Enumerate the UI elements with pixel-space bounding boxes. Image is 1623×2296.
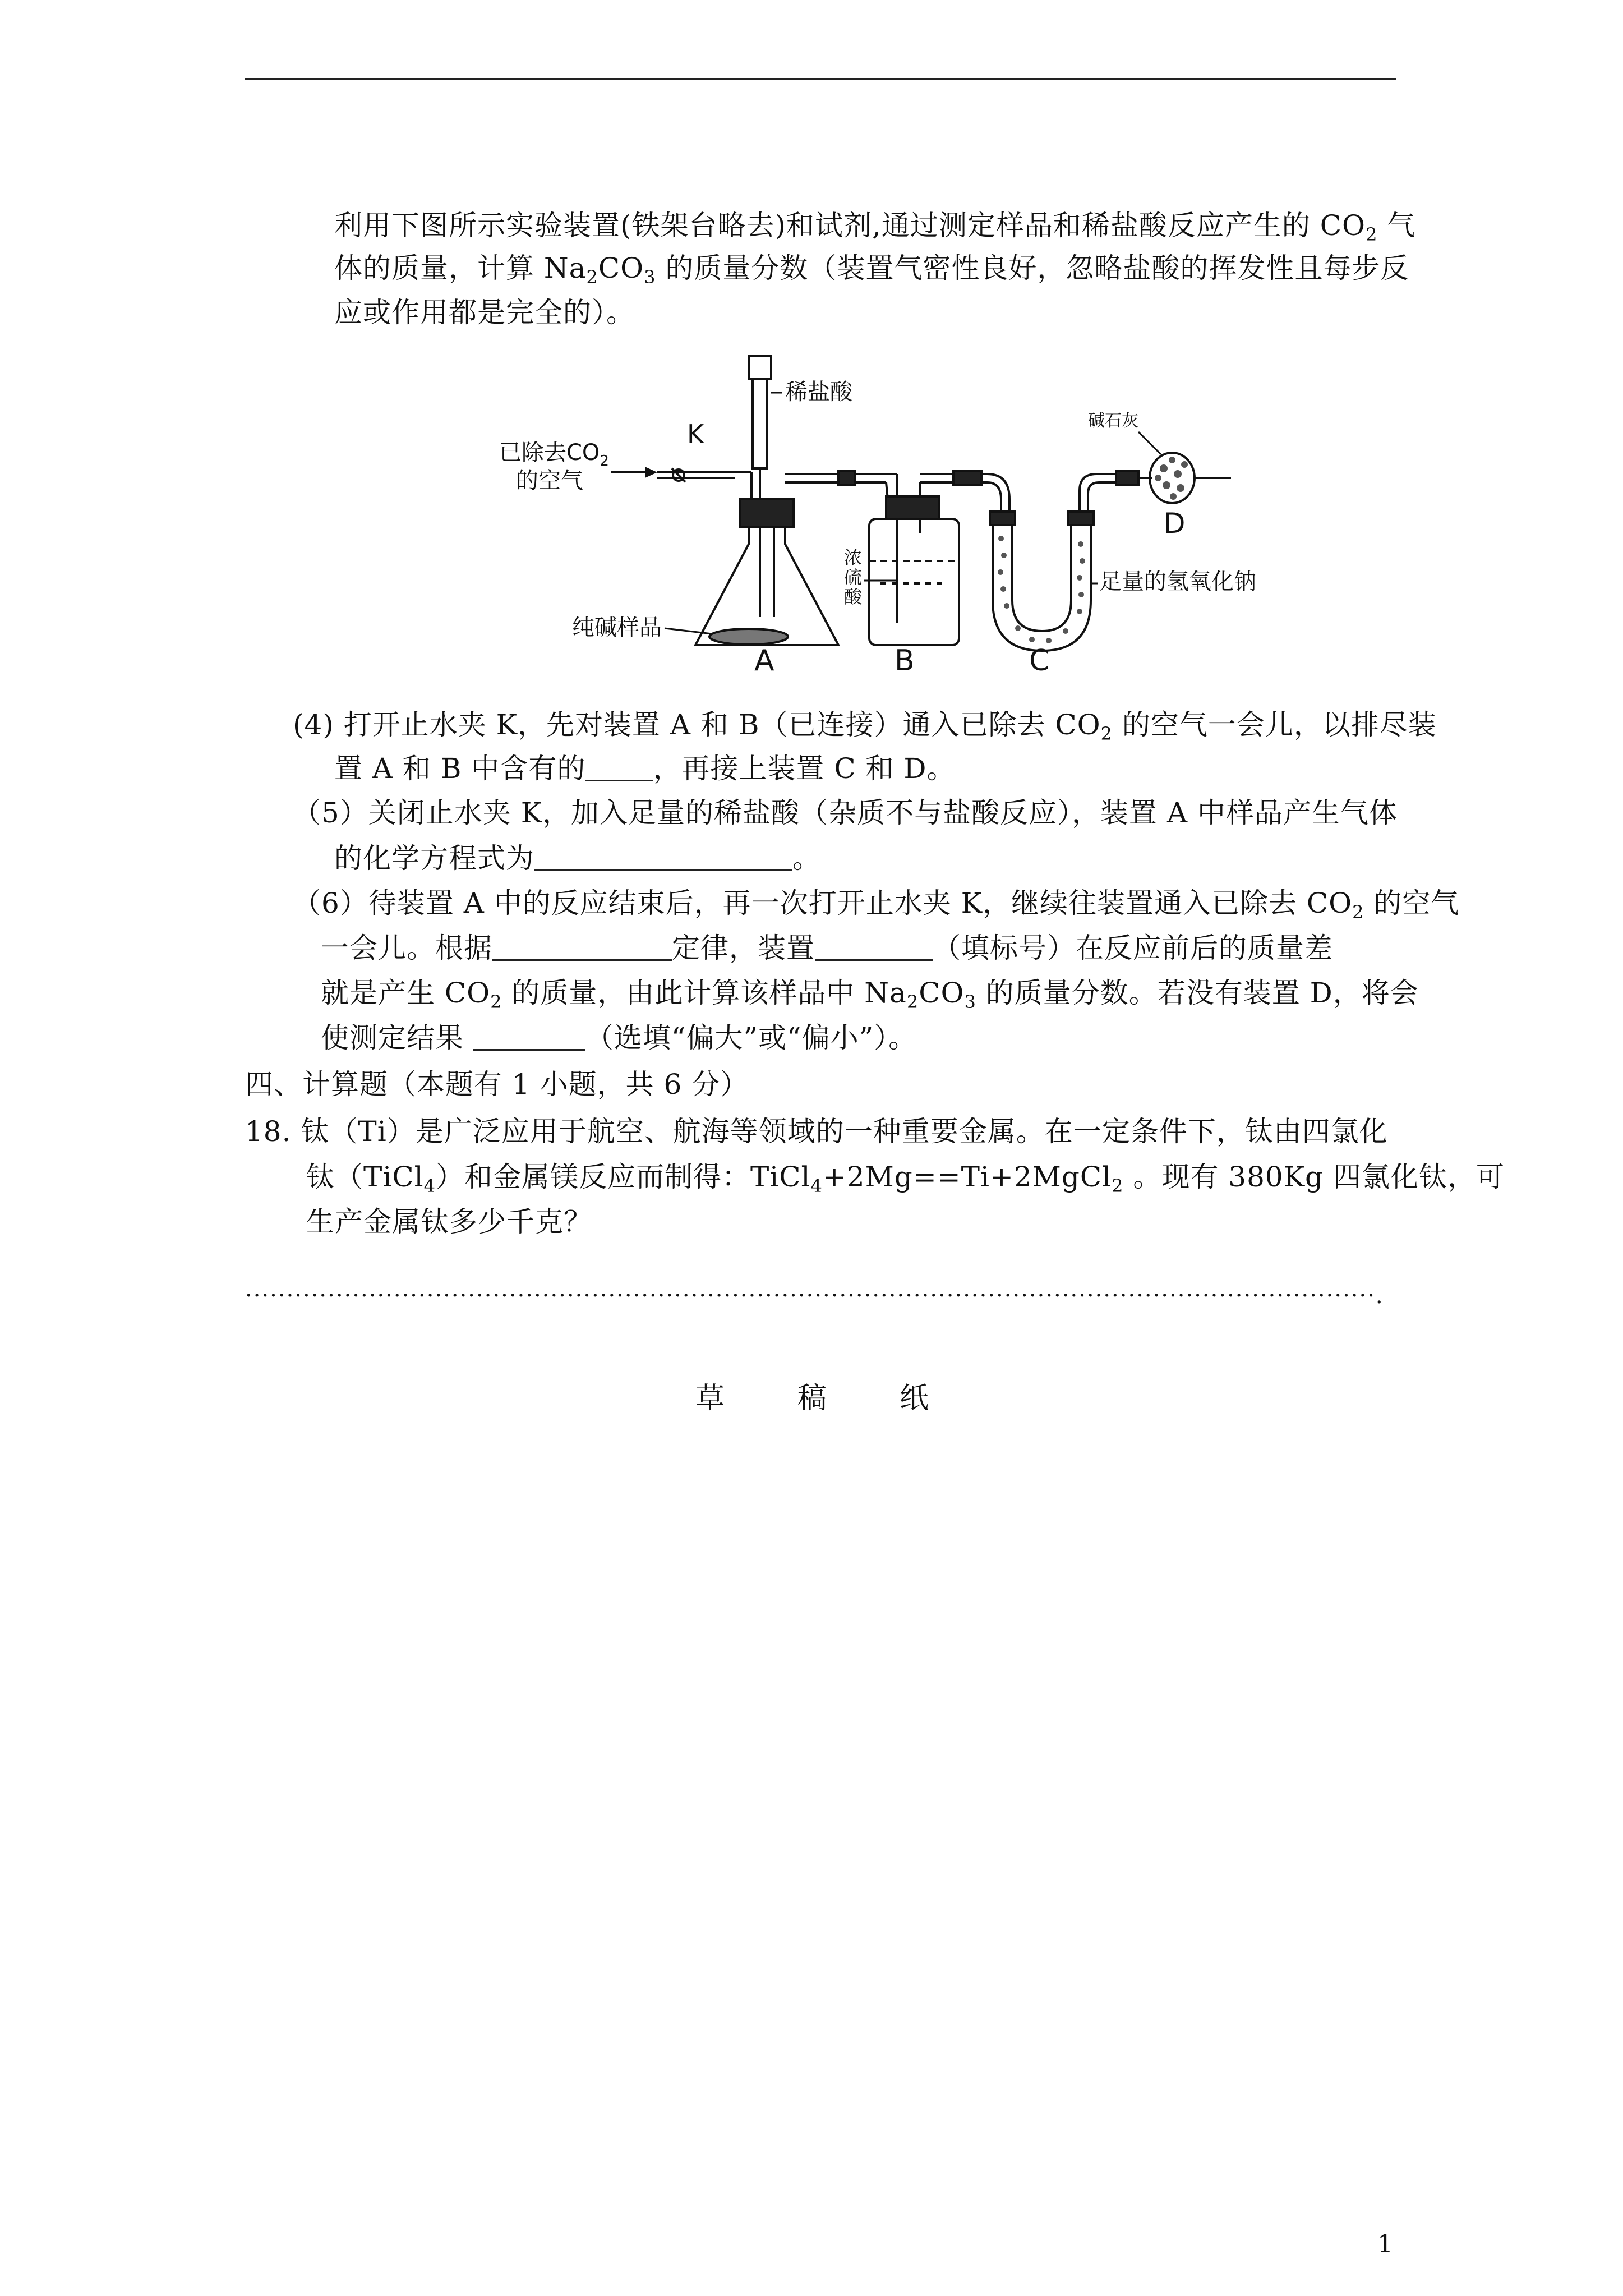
dotted-separator: ·········································································································································.	[245, 1283, 1384, 1309]
stopper-c-right	[1068, 512, 1094, 525]
clamp-label: K	[687, 419, 704, 449]
intro-line-1: 利用下图所示实验装置(铁架台略去)和试剂,通过测定样品和稀盐酸反应产生的 $CO_2$ 气	[334, 209, 1416, 245]
acid-label: 稀盐酸	[785, 379, 852, 405]
q6-device-blank[interactable]	[815, 935, 933, 961]
q4-answer-blank[interactable]	[585, 755, 653, 781]
page-number: 1	[1377, 2230, 1393, 2258]
air-label-2: 的空气	[516, 468, 583, 494]
soda-lime-label: 碱石灰	[1088, 411, 1138, 431]
air-label: 已除去$CO_2$	[499, 440, 609, 470]
q18-line-1: 18. 钛（Ti）是广泛应用于航空、航海等领域的一种重要金属。在一定条件下，钛由四氯化	[245, 1115, 1388, 1148]
q5-line-2: 的化学方程式为 。	[334, 842, 821, 875]
label-a: A	[754, 644, 774, 678]
label-d: D	[1164, 507, 1186, 540]
sample-label: 纯碱样品	[572, 615, 662, 641]
intro-line-2: 体的质量，计算 $Na_2CO_3$ 的质量分数（装置气密性良好，忽略盐酸的挥发性且每步反	[334, 252, 1409, 288]
conc-acid-1: 浓	[844, 547, 863, 568]
apparatus-diagram	[494, 348, 1256, 678]
q4-line-2: 置 A 和 B 中含有的 ，再接上装置 C 和 D。	[334, 752, 956, 785]
q5-line-1: （5）关闭止水夹 K，加入足量的稀盐酸（杂质不与盐酸反应），装置 A 中样品产生气体	[293, 797, 1398, 829]
label-c: C	[1029, 644, 1050, 678]
draft-paper-title: 草 稿 纸	[695, 1382, 929, 1415]
conc-acid-2: 硫	[844, 567, 863, 588]
sample-pile	[709, 629, 788, 645]
intro-line-3: 应或作用都是完全的）。	[334, 296, 635, 329]
q6-line-3: 就是产生 $CO_2$ 的质量，由此计算该样品中 $Na_2CO_3$ 的质量分数。若没有装置 D，将会	[321, 977, 1419, 1013]
flask-a	[695, 527, 838, 645]
stopper-c-left	[990, 512, 1015, 525]
stopper-a	[740, 499, 794, 527]
section-4-heading: 四、计算题（本题有 1 小题，共 6 分）	[245, 1068, 749, 1101]
header-rule	[245, 78, 1396, 80]
stopper-b	[886, 496, 939, 519]
q6-result-blank[interactable]	[473, 1024, 585, 1051]
funnel-top	[749, 356, 771, 379]
acid-funnel	[753, 379, 767, 468]
naoh-label: 足量的氢氧化钠	[1099, 569, 1256, 595]
q6-line-1: （6）待装置 A 中的反应结束后，再一次打开止水夹 K，继续往装置通入已除去 $CO_2$ 的空气	[293, 887, 1460, 923]
q18-line-3: 生产金属钛多少千克？	[306, 1205, 592, 1238]
q5-answer-blank[interactable]	[534, 845, 792, 871]
q6-line-4: 使测定结果 （选填“偏大”或“偏小”）。	[321, 1022, 917, 1054]
q4-line-1: (4) 打开止水夹 K，先对装置 A 和 B（已连接）通入已除去 $CO_2$ 的空气一会儿，以排尽装	[293, 708, 1437, 744]
q6-line-2: 一会儿。根据 定律，装置 （填标号）在反应前后的质量差	[321, 932, 1333, 964]
label-b: B	[895, 644, 915, 678]
q18-line-2: 钛（TiCl$_4$）和金属镁反应而制得：TiCl$_4$+2Mg==Ti+2MgCl$_2$ 。现有 380Kg 四氯化钛，可	[306, 1161, 1505, 1197]
bottle-b	[869, 519, 959, 645]
q6-law-blank[interactable]	[492, 935, 672, 961]
conc-acid-3: 酸	[844, 586, 863, 608]
